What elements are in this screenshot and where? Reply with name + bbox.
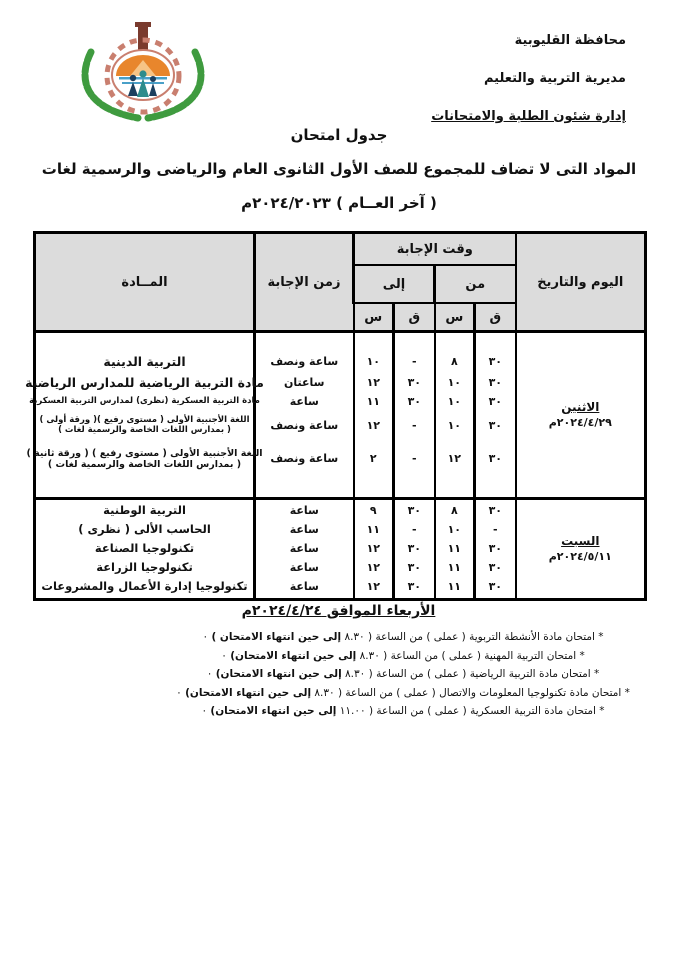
header-duration: زمن الإجابة [255,233,354,332]
subject-name: مادة التربية الرياضية للمدارس الرياضية [25,374,264,390]
note-line: * امتحان مادة تكنولوجيا المعلومات والاتصال ( عملى ) من الساعة ( ٨.٣٠ إلى حين انتهاء الامتحان) ٠ [176,686,630,699]
header-from-hours: س [435,303,475,332]
duration-value: ساعة [289,394,319,408]
time-value: ٣٠ [407,375,422,389]
time-value: ٣٠ [407,541,422,555]
document-title [0,118,678,220]
from-minutes-column [475,499,516,600]
time-value: ١٢ [366,541,380,555]
time-value: ٣٠ [488,579,503,593]
time-value: ١١ [447,579,462,593]
duration-value: ساعة ونصف [270,355,339,369]
time-value: ١١ [366,522,380,536]
to-hours-column [354,499,394,600]
from-minutes-column [475,332,516,499]
subject-name: تكنولوجيا الصناعة [94,541,195,556]
duration-value: ساعة [289,541,319,555]
time-value: ٣٠ [488,418,503,432]
day-date-cell [516,499,646,600]
subject-column [35,499,255,600]
from-hours-column [435,499,475,600]
letterhead-governorate: محافظة القليوبية [514,33,626,48]
time-value: - [412,355,417,369]
day-name: الاثنين [561,400,600,414]
time-value: ١٢ [366,418,380,432]
to-minutes-column [394,499,435,600]
subject-name: تكنولوجيا إدارة الأعمال والمشروعات [41,579,248,594]
time-value: ١١ [447,541,462,555]
time-value: ١١ [447,560,462,574]
footer-notes-section [33,600,644,721]
subject-name: اللغة الأجنبية الأولى ( مستوى رفيع ) ( ورقة ثانية ) ( بمدارس اللغات الخاصة والرسمية لغات ) [26,447,263,470]
time-value: ٩ [369,503,377,517]
header-to-hours: س [354,303,394,332]
time-value: ١٢ [447,452,462,466]
time-value: ١٠ [447,375,462,389]
time-value: ٣٠ [488,541,503,555]
note-line: * امتحان مادة التربية الرياضية ( عملى ) من الساعة ( ٨.٣٠ إلى حين انتهاء الامتحان) ٠ [206,668,600,680]
letterhead-directorate: مديرية التربية والتعليم [483,71,626,86]
to-minutes-column [394,332,435,499]
time-value: ١٠ [447,418,462,432]
time-value: ٨ [450,355,458,369]
duration-value: ساعتان [284,375,325,389]
from-hours-column [435,332,475,499]
exam-schedule-table [25,231,647,601]
header-to: إلى [354,265,435,303]
time-value: ٣٠ [407,560,422,574]
title-line-1: جدول امتحان [290,126,388,144]
day-date-cell [516,332,646,499]
header-day-date: اليوم والتاريخ [516,233,646,332]
time-value: - [493,522,498,536]
time-value: ٣٠ [407,394,422,408]
header-to-minutes: ق [394,303,435,332]
duration-value: ساعة ونصف [270,418,339,432]
time-value: ٣٠ [488,503,503,517]
title-line-3: ( آخر العــام ) ٢٠٢٤/٢٠٢٣م [241,194,437,212]
header-subject: المــادة [35,233,255,332]
time-value: ٣٠ [488,560,503,574]
time-value: ١٢ [366,560,380,574]
day-date: ٢٠٢٤/٥/١١م [548,550,612,563]
duration-column [255,332,354,499]
subject-name: مادة التربية العسكرية (نظرى) لمدارس التربية العسكرية [29,396,260,407]
time-value: ٢ [369,452,377,466]
schedule-group-monday [35,332,646,499]
time-value: ٣٠ [407,579,422,593]
time-value: ١٠ [366,355,380,369]
time-value: ٣٠ [488,452,503,466]
duration-value: ساعة [289,579,319,593]
header-from: من [435,265,516,303]
duration-column [255,499,354,600]
letterhead-department: إدارة شئون الطلبة والامتحانات [431,109,626,124]
duration-value: ساعة ونصف [270,452,339,466]
time-value: - [412,522,417,536]
schedule-group-saturday [35,499,646,600]
note-line: * امتحان مادة التربية العسكرية ( عملى ) من الساعة ( ١١.٠٠ إلى حين انتهاء الامتحان) ٠ [201,705,605,717]
time-value: ٣٠ [407,503,422,517]
time-value: - [412,418,417,432]
footer-date-heading: الأربعاء الموافق ٢٠٢٤/٤/٢٤م [241,603,436,619]
duration-value: ساعة [289,503,319,517]
time-value: ٣٠ [488,394,503,408]
time-value: ١٠ [447,394,462,408]
time-value: ١٠ [447,522,462,536]
time-value: ٨ [450,503,458,517]
note-line: * امتحان التربية المهنية ( عملى ) من الساعة ( ٨.٣٠ إلى حين انتهاء الامتحان) ٠ [221,649,585,662]
ministry-emblem-icon [74,22,214,122]
time-value: ٣٠ [488,375,503,389]
time-value: ٣٠ [488,355,503,369]
duration-value: ساعة [289,560,319,574]
title-line-2: المواد التى لا تضاف للمجموع للصف الأول الثانوى العام والرياضى والرسمية لغات [41,160,637,178]
day-date: ٢٠٢٤/٤/٢٩م [548,416,612,429]
time-value: - [412,452,417,466]
duration-value: ساعة [289,522,319,536]
subject-column [25,332,264,499]
note-line: * امتحان مادة الأنشطة التربوية ( عملى ) من الساعة ( ٨.٣٠ إلى حين انتهاء الامتحان ) ٠ [202,631,604,643]
to-hours-column [354,332,394,499]
subject-name: التربية الوطنية [103,503,186,518]
day-name: السبت [561,534,600,548]
header-answer-time: وقت الإجابة [354,233,516,266]
subject-name: التربية الدينية [103,354,186,370]
subject-name: تكنولوجيا الزراعة [96,560,193,575]
subject-name: اللغة الأجنبية الأولى ( مستوى رفيع )( ورقة أولى ) ( بمدارس اللغات الخاصة والرسمية لغات ) [39,415,250,435]
time-value: ١٢ [366,579,380,593]
time-value: ١١ [366,394,380,408]
header-from-minutes: ق [475,303,516,332]
time-value: ١٢ [366,375,380,389]
subject-name: الحاسب الألى ( نظرى ) [78,522,211,537]
notes-list [162,628,644,721]
